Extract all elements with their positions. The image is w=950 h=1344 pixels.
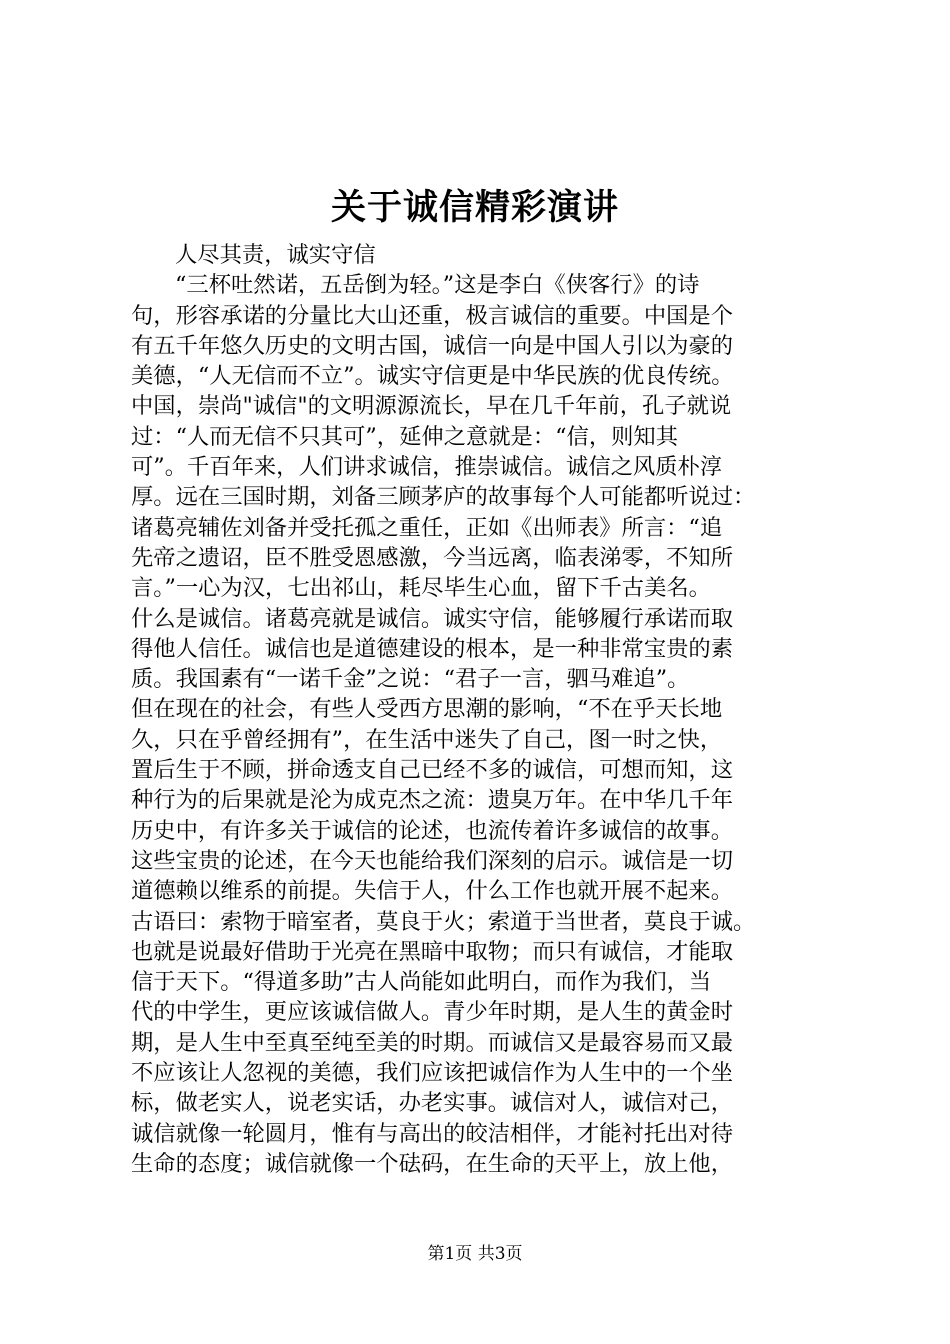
document-body [131, 240, 831, 1179]
paragraph-line: 厚。远在三国时期，刘备三顾茅庐的故事每个人可能都听说过： [131, 484, 756, 511]
document-title: 关于诚信精彩演讲 [330, 187, 619, 228]
paragraph-line: 代的中学生，更应该诚信做人。青少年时期，是人生的黄金时 [131, 999, 734, 1026]
paragraph-line: 信于天下。“得道多助”古人尚能如此明白，而作为我们，当 [131, 969, 712, 996]
paragraph-line: 什么是诚信。诸葛亮就是诚信。诚实守信，能够履行承诺而取 [131, 605, 734, 632]
paragraph-line: 历史中，有许多关于诚信的论述，也流传着许多诚信的故事。 [131, 817, 734, 844]
paragraph-line: 先帝之遗诏，臣不胜受恩感激，今当远离，临表涕零，不知所 [131, 544, 734, 571]
paragraph-line: 这些宝贵的论述，在今天也能给我们深刻的启示。诚信是一切 [131, 847, 734, 874]
paragraph-line: 道德赖以维系的前提。失信于人，什么工作也就开展不起来。 [131, 878, 734, 905]
paragraph-line: 生命的态度；诚信就像一个砝码，在生命的天平上，放上他， [131, 1150, 734, 1177]
paragraph-line: 诸葛亮辅佐刘备并受托孤之重任，正如《出师表》所言：“追 [131, 514, 723, 541]
paragraph-line: 古语曰：索物于暗室者，莫良于火；索道于当世者，莫良于诚。 [131, 908, 756, 935]
paragraph-line: 言。”一心为汉，七出祁山，耗尽毕生心血，留下千古美名。 [131, 575, 711, 602]
paragraph-line: 得他人信任。诚信也是道德建设的根本，是一种非常宝贵的素 [131, 635, 734, 662]
paragraph-line: 有五千年悠久历史的文明古国，诚信一向是中国人引以为豪的 [131, 332, 734, 359]
paragraph-line: 置后生于不顾，拼命透支自己已经不多的诚信，可想而知，这 [131, 757, 734, 784]
paragraph-line: 不应该让人忽视的美德，我们应该把诚信作为人生中的一个坐 [131, 1060, 734, 1087]
paragraph-line: 过：“人而无信不只其可”，延伸之意就是：“信，则知其 [131, 423, 679, 450]
paragraph-line: 也就是说最好借助于光亮在黑暗中取物；而只有诚信，才能取 [131, 938, 734, 965]
paragraph-line: 中国，崇尚"诚信"的文明源源流长，早在几千年前，孔子就说 [131, 393, 732, 420]
paragraph-line: 但在现在的社会，有些人受西方思潮的影响，“不在乎天长地 [131, 696, 723, 723]
paragraph-line: 质。我国素有“一诺千金”之说：“君子一言，驷马难追”。 [131, 666, 690, 693]
paragraph-line: 可”。千百年来，人们讲求诚信，推崇诚信。诚信之风质朴淳 [131, 454, 723, 481]
paragraph-line: 句，形容承诺的分量比大山还重，极言诚信的重要。中国是个 [131, 302, 734, 329]
paragraph-line: 期，是人生中至真至纯至美的时期。而诚信又是最容易而又最 [131, 1029, 734, 1056]
paragraph-line: 诚信就像一轮圆月，惟有与高出的皎洁相伴，才能衬托出对待 [131, 1120, 734, 1147]
page-footer: 第1页 共3页 [427, 1244, 523, 1264]
paragraph-line: 久，只在乎曾经拥有”，在生活中迷失了自己，图一时之快， [131, 726, 723, 753]
subtitle-line: 人尽其责，诚实守信 [175, 242, 376, 268]
paragraph-line: 美德，“人无信而不立”。诚实守信更是中华民族的优良传统。 [131, 363, 734, 390]
paragraph-line: 种行为的后果就是沦为成克杰之流：遗臭万年。在中华几千年 [131, 787, 734, 814]
paragraph-line: 标，做老实人，说老实话，办老实事。诚信对人，诚信对己， [131, 1090, 734, 1117]
paragraph-line: “三杯吐然诺，五岳倒为轻。”这是李白《侠客行》的诗 [175, 272, 700, 299]
